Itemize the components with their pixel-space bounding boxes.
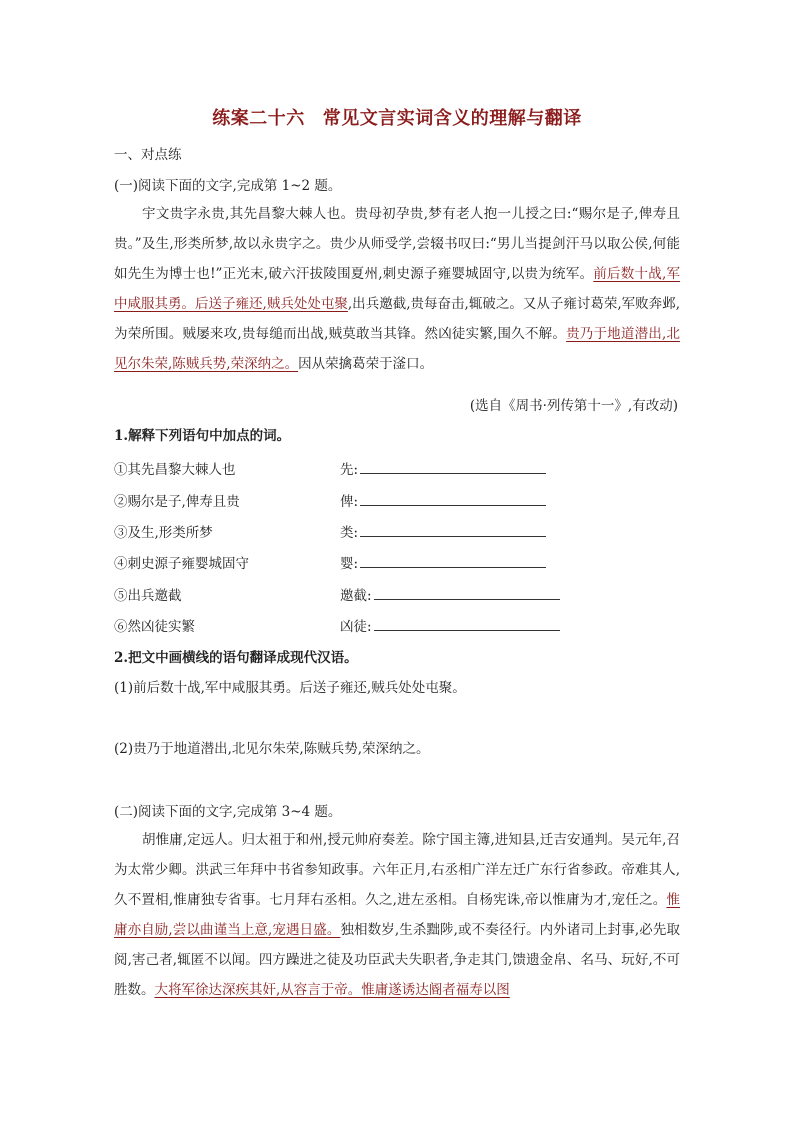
q1-item-6-word: 凶徒:	[340, 619, 372, 635]
answer-blank[interactable]	[360, 491, 546, 506]
underlined-sentence-3: 惟庸亦自励,尝以曲谨当上意,宠遇日盛。	[114, 892, 680, 938]
passage-1	[114, 199, 680, 379]
q1-item-4-sentence: ④刺史源子雍婴城固守	[114, 556, 249, 572]
q1-item-6-answer	[340, 615, 560, 635]
q1-item-3-sentence: ③及生,形类所梦	[114, 525, 213, 541]
q1-item-4-answer	[340, 552, 546, 572]
underlined-sentence-1: 前后数十战,军中咸服其勇。后送子雍还,贼兵处处屯聚	[114, 266, 680, 312]
part2-instruction: (二)阅读下面的文字,完成第 3~4 题。	[114, 804, 342, 820]
passage-2	[114, 825, 680, 1005]
passage-1-text-b: ,出兵邀截,贵每奋击,辄破之。又从子雍讨葛荣,军败奔邺,为荣所围。贼屡来攻,贵每缒而出战,贼莫敢当其锋。然凶徒实繁,围久不解。	[114, 296, 680, 342]
source-citation: (选自《周书·列传第十一》,有改动)	[469, 398, 678, 414]
answer-blank[interactable]	[360, 553, 546, 568]
title-number: 练案二十六	[212, 108, 305, 129]
q1-item-2-word: 俾:	[340, 494, 359, 510]
passage-1-text-a: 宇文贵字永贵,其先昌黎大棘人也。贵母初孕贵,梦有老人抱一儿授之曰:“赐尔是子,俾寿且贵。”及生,形类所梦,故以永贵字之。贵少从师受学,尝辍书叹曰:“男儿当提剑汗马以取公侯,何能如先生为博士也!”正光末,破六汗拔陵围夏州,刺史源子雍婴城固守,以贵为统军。	[114, 206, 680, 282]
q1-item-1-sentence: ①其先昌黎大棘人也	[114, 462, 236, 478]
passage-2-text-b: 独相数岁,生杀黜陟,或不奏径行。内外诸司上封事,必先取阅,害己者,辄匿不以闻。四方躁进之徒及功臣武夫失职者,争走其门,馈遗金帛、名马、玩好,不可胜数。	[114, 922, 680, 998]
q1-item-6-sentence: ⑥然凶徒实繁	[114, 619, 195, 635]
q1-item-3-answer	[340, 521, 546, 541]
q1-item-2-sentence: ②赐尔是子,俾寿且贵	[114, 494, 240, 510]
question-2-stem: 2.把文中画横线的语句翻译成现代汉语。	[114, 650, 358, 666]
q2-sentence-1: (1)前后数十战,军中咸服其勇。后送子雍还,贼兵处处屯聚。	[114, 680, 466, 696]
section-heading: 一、对点练	[114, 147, 182, 163]
page-title	[0, 104, 794, 130]
underlined-sentence-2: 贵乃于地道潜出,北见尔朱荣,陈贼兵势,荣深纳之。	[114, 326, 680, 372]
q2-sentence-2: (2)贵乃于地道潜出,北见尔朱荣,陈贼兵势,荣深纳之。	[114, 741, 430, 757]
q1-item-3-word: 类:	[340, 525, 359, 541]
q1-item-2-answer	[340, 490, 546, 510]
q1-item-5-sentence: ⑤出兵邀截	[114, 588, 182, 604]
q1-item-5-word: 邀截:	[340, 588, 372, 604]
part1-instruction: (一)阅读下面的文字,完成第 1~2 题。	[114, 178, 342, 194]
passage-2-text-a: 胡惟庸,定远人。归太祖于和州,授元帅府奏差。除宁国主簿,进知县,迁吉安通判。吴元年,召为太常少卿。洪武三年拜中书省参知政事。六年正月,右丞相广洋左迁广东行省参政。帝难其人,久不置相,惟庸独专省事。七月拜右丞相。久之,进左丞相。自杨宪诛,帝以惟庸为才,宠任之。	[114, 832, 680, 908]
q1-item-4-word: 婴:	[340, 556, 359, 572]
q1-item-5-answer	[340, 584, 560, 604]
answer-blank[interactable]	[374, 616, 560, 631]
answer-blank[interactable]	[374, 585, 560, 600]
q1-item-1-word: 先:	[340, 462, 359, 478]
question-1-stem: 1.解释下列语句中加点的词。	[114, 428, 291, 444]
underlined-sentence-4: 大将军徐达深疾其奸,从容言于帝。惟庸遂诱达阍者福寿以图	[154, 982, 510, 998]
passage-1-text-c: 因从荣擒葛荣于滏口。	[298, 356, 434, 372]
title-topic: 常见文言实词含义的理解与翻译	[322, 108, 582, 129]
answer-blank[interactable]	[360, 522, 546, 537]
answer-blank[interactable]	[360, 459, 546, 474]
q1-item-1-answer	[340, 458, 546, 478]
